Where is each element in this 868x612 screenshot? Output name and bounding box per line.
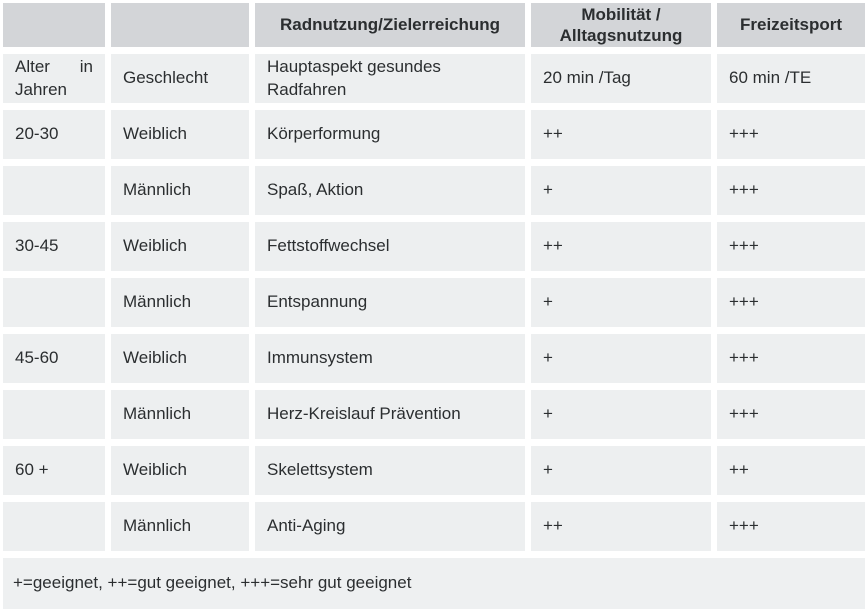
- cell-gender: [111, 446, 249, 495]
- cell-leisure-rating: [717, 390, 865, 439]
- cell-text: +: [543, 404, 553, 424]
- cell-text: Weiblich: [123, 460, 187, 480]
- cell-age: [3, 446, 105, 495]
- cell-leisure-rating: [717, 278, 865, 327]
- cell-text: +: [543, 460, 553, 480]
- legend-text: +=geeignet, ++=gut geeignet, +++=sehr gut geeignet: [13, 573, 412, 593]
- cell-aspect: [255, 166, 525, 215]
- cell-age: [3, 278, 105, 327]
- cell-aspect: [255, 390, 525, 439]
- cell-text: +++: [729, 348, 759, 368]
- cell-mobility-rating: [531, 166, 711, 215]
- cell-leisure-rating: [717, 110, 865, 159]
- cell-text: +++: [729, 124, 759, 144]
- cell-text: 30-45: [15, 236, 59, 256]
- cell-gender: [111, 278, 249, 327]
- cell-text: Herz-Kreislauf Prävention: [267, 404, 461, 424]
- cell-text: Fettstoffwechsel: [267, 236, 390, 256]
- cell-leisure-rating: [717, 334, 865, 383]
- subheader-cell-aspect: [255, 54, 525, 103]
- cell-age: [3, 110, 105, 159]
- cell-text: ++: [543, 124, 563, 144]
- cell-text: +: [543, 180, 553, 200]
- cell-gender: [111, 222, 249, 271]
- cell-text: Weiblich: [123, 124, 187, 144]
- cell-text: Männlich: [123, 180, 192, 200]
- cell-gender: [111, 110, 249, 159]
- header-cell-usage: [255, 3, 525, 47]
- cell-gender: [111, 502, 249, 551]
- header-text: Mobilität / Alltagsnutzung: [559, 4, 683, 45]
- subheader-text: 20 min /Tag: [543, 68, 631, 88]
- cell-aspect: [255, 110, 525, 159]
- cell-aspect: [255, 446, 525, 495]
- cell-mobility-rating: [531, 278, 711, 327]
- cell-text: Entspannung: [267, 292, 368, 312]
- cell-text: +: [543, 348, 553, 368]
- header-cell-mobility: [531, 3, 711, 47]
- cell-text: +++: [729, 236, 759, 256]
- header-text: Freizeitsport: [739, 15, 843, 35]
- cell-text: 20-30: [15, 124, 59, 144]
- cell-leisure-rating: [717, 222, 865, 271]
- cell-mobility-rating: [531, 334, 711, 383]
- subheader-cell-age: [3, 54, 105, 103]
- cell-text: ++: [543, 516, 563, 536]
- cell-age: [3, 334, 105, 383]
- cell-age: [3, 502, 105, 551]
- header-cell-age-blank: [3, 3, 105, 47]
- cell-text: Skelettsystem: [267, 460, 373, 480]
- cell-text: Immunsystem: [267, 348, 373, 368]
- subheader-text: Alter in Jahren: [15, 57, 93, 99]
- subheader-cell-mobility: [531, 54, 711, 103]
- cell-text: +: [543, 292, 553, 312]
- cell-text: Körperformung: [267, 124, 381, 144]
- subheader-text: Hauptaspekt gesundes Radfahren: [267, 57, 441, 99]
- header-text: Radnutzung/Zielerreichung: [279, 15, 501, 35]
- cell-text: 60 +: [15, 460, 49, 480]
- cell-text: ++: [729, 460, 749, 480]
- header-cell-leisure: [717, 3, 865, 47]
- cell-text: +++: [729, 180, 759, 200]
- cell-age: [3, 222, 105, 271]
- header-cell-gender-blank: [111, 3, 249, 47]
- cell-mobility-rating: [531, 502, 711, 551]
- cell-aspect: [255, 222, 525, 271]
- cell-text: Männlich: [123, 516, 192, 536]
- cell-leisure-rating: [717, 502, 865, 551]
- cell-text: Männlich: [123, 404, 192, 424]
- cell-age: [3, 166, 105, 215]
- cell-text: Männlich: [123, 292, 192, 312]
- cell-gender: [111, 390, 249, 439]
- subheader-text: Geschlecht: [123, 68, 209, 88]
- subheader-cell-gender: [111, 54, 249, 103]
- cell-text: +++: [729, 516, 759, 536]
- subheader-cell-leisure: [717, 54, 865, 103]
- cell-mobility-rating: [531, 390, 711, 439]
- cell-aspect: [255, 502, 525, 551]
- subheader-text: 60 min /TE: [729, 68, 812, 88]
- cell-age: [3, 390, 105, 439]
- cell-aspect: [255, 278, 525, 327]
- cell-text: Weiblich: [123, 348, 187, 368]
- cell-mobility-rating: [531, 446, 711, 495]
- cell-text: +++: [729, 292, 759, 312]
- cell-text: ++: [543, 236, 563, 256]
- cell-text: +++: [729, 404, 759, 424]
- cell-text: 45-60: [15, 348, 59, 368]
- cell-leisure-rating: [717, 166, 865, 215]
- cell-gender: [111, 334, 249, 383]
- cell-mobility-rating: [531, 110, 711, 159]
- cell-text: Anti-Aging: [267, 516, 346, 536]
- legend-row: [3, 558, 865, 609]
- cell-text: Weiblich: [123, 236, 187, 256]
- cell-aspect: [255, 334, 525, 383]
- cell-mobility-rating: [531, 222, 711, 271]
- cell-leisure-rating: [717, 446, 865, 495]
- cell-gender: [111, 166, 249, 215]
- cell-text: Spaß, Aktion: [267, 180, 364, 200]
